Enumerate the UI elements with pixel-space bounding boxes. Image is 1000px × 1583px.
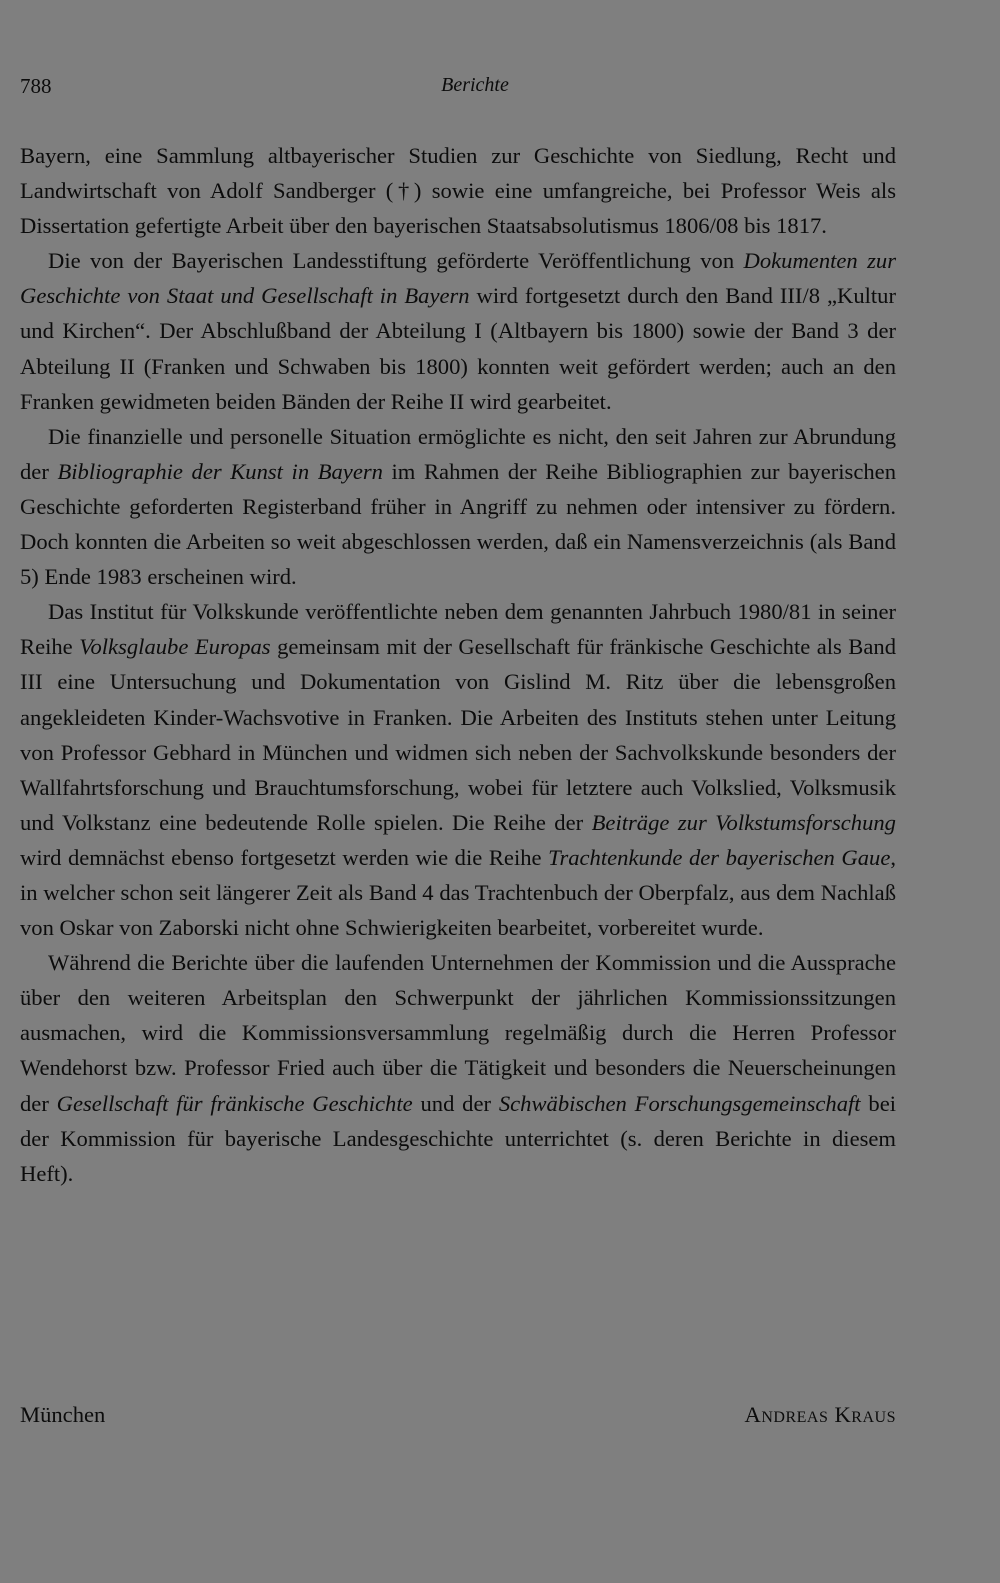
paragraph-4: [20, 594, 896, 945]
paragraph-2: [20, 243, 896, 418]
italic-title: Volksglaube Europas: [79, 634, 271, 660]
text-run: wird fortgesetzt durch den Band III/8 „Kultur und Kirchen“. Der Abschlußband der Abteilung I (Altbayern bis 1800) sowie der Band 3 der Abteilung II (Franken und Schwaben bis 1800) konnten weit gefördert werden; auch an den Franken gewidmeten beiden Bänden der Reihe II wird gearbeitet.: [20, 283, 896, 414]
signature-line: [20, 1402, 896, 1438]
italic-title: Schwäbischen Forschungsgemeinschaft: [498, 1090, 861, 1116]
text-run: , in welcher schon seit längerer Zeit als Band 4 das Trachtenbuch der Oberpfalz, aus dem Nachlaß von Oskar von Zaborski nicht ohne Schwierigkeiten bearbeitet, vorbereitet wurde.: [20, 844, 896, 941]
text-run: wird demnächst ebenso fortgesetzt werden wie die Reihe: [20, 844, 549, 870]
body-text: [20, 138, 896, 1191]
paragraph-1: [20, 138, 896, 243]
text-run: bei der Kommission für bayerische Landesgeschichte unterrichtet (s. deren Berichte in diesem Heft).: [20, 1090, 896, 1186]
text-run: Das Institut für Volkskunde veröffentlichte neben dem genannten Jahrbuch 1980/81 in seiner Reihe: [20, 599, 896, 660]
italic-title: Dokumenten zur Geschichte von Staat und Gesellschaft in Bayern: [20, 248, 896, 309]
text-run: gemeinsam mit der Gesellschaft für fränkische Geschichte als Band III eine Untersuchung und Dokumentation von Gislind M. Ritz über die lebensgroßen angekleideten Kinder-Wachsvotive in Franken. Die Arbeiten des Instituts stehen unter Leitung von Professor Gebhard in München und widmen sich neben der Sachvolkskunde besonders der Wallfahrtsforschung und Brauchtumsforschung, wobei für letztere auch Volkslied, Volksmusik und Volkstanz eine bedeutende Rolle spielen. Die Reihe der: [20, 634, 896, 835]
page-number: 788: [20, 74, 52, 98]
page-header: [20, 74, 900, 106]
text-run: Bayern, eine Sammlung altbayerischer Studien zur Geschichte von Siedlung, Recht und Landwirtschaft von Adolf Sandberger (†) sowie eine umfangreiche, bei Professor Weis als Dissertation gefertigte Arbeit über den bayerischen Staatsabsolutismus 1806/08 bis 1817.: [20, 143, 896, 239]
italic-title: Gesellschaft für fränkische Geschichte: [56, 1090, 413, 1116]
paragraph-5: [20, 945, 896, 1191]
signature-place: München: [20, 1402, 106, 1427]
paragraph-3: [20, 419, 896, 594]
italic-title: Bibliographie der Kunst in Bayern: [57, 458, 383, 484]
italic-title: Beiträge zur Volkstumsforschung: [591, 809, 896, 835]
text-run: Die von der Bayerischen Landesstiftung geförderte Veröffentlichung von: [48, 248, 744, 274]
text-run: Während die Berichte über die laufenden Unternehmen der Kommission und die Aussprache über den weiteren Arbeitsplan den Schwerpunkt der jährlichen Kommissionssitzungen ausmachen, wird die Kommissionsversammlung regelmäßig durch die Herren Professor Wendehorst bzw. Professor Fried auch über die Tätigkeit und besonders die Neuerscheinungen der: [20, 950, 896, 1116]
text-run: und der: [412, 1090, 499, 1116]
signature-author: Andreas Kraus: [744, 1402, 896, 1427]
italic-title: Trachtenkunde der bayerischen Gaue: [548, 844, 891, 870]
text-run: Die finanzielle und personelle Situation ermöglichte es nicht, den seit Jahren zur Abrundung der: [20, 423, 896, 484]
text-run: im Rahmen der Reihe Bibliographien zur bayerischen Geschichte geforderten Registerband früher in Angriff zu nehmen oder intensiver zu fördern. Doch konnten die Arbeiten so weit abgeschlossen werden, daß ein Namensverzeichnis (als Band 5) Ende 1983 erscheinen wird.: [20, 458, 896, 590]
running-head: Berichte: [441, 74, 509, 96]
